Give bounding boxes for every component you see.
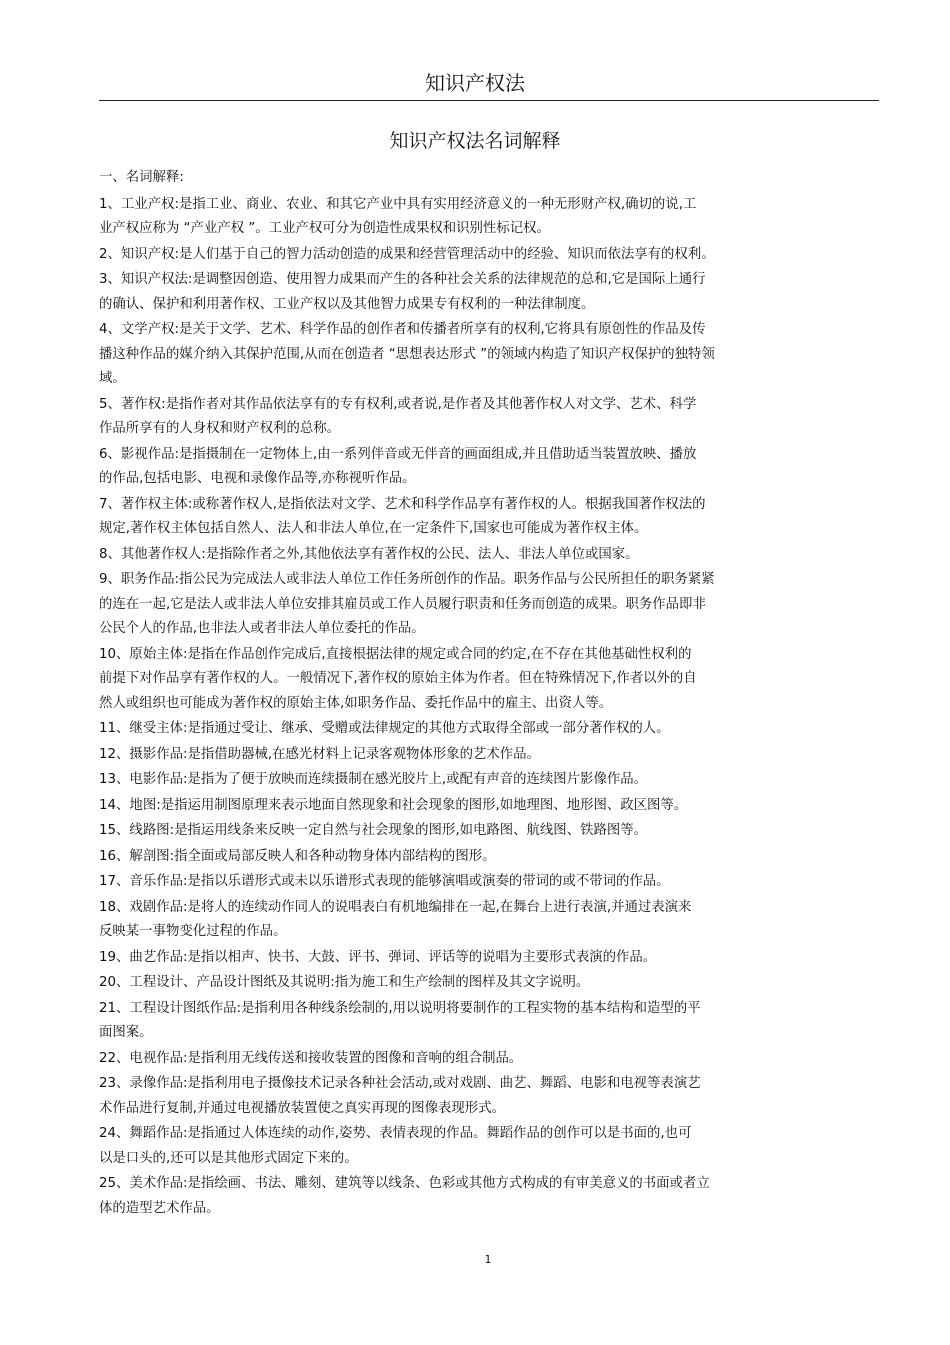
definition-line: 播这种作品的媒介纳入其保护范围,从而在创造者 “思想表达形式 ”的领域内构造了知识产权保护的独特领 (99, 346, 715, 362)
definition-line: 13、电影作品:是指为了便于放映而连续摄制在感光胶片上,或配有声音的连续图片影像作品。 (99, 772, 648, 787)
definition-line: 的连在一起,它是法人或非法人单位安排其雇员或工作人员履行职责和任务而创造的成果。职务作品即非 (99, 596, 706, 612)
definition-entry (99, 845, 851, 870)
definition-entry (99, 393, 851, 442)
definition-entry (99, 717, 851, 742)
definition-entry (99, 819, 851, 844)
definition-line: 作品所享有的人身权和财产权利的总称。 (99, 421, 341, 436)
definition-line: 21、工程设计图纸作品:是指利用各种线条绘制的,用以说明将要制作的工程实物的基本结构和造型的平 (99, 1000, 701, 1016)
definition-entry (99, 768, 851, 793)
definition-line: 的确认、保护和利用著作权、工业产权以及其他智力成果专有权利的一种法律制度。 (99, 296, 595, 312)
page-number: 1 (484, 1253, 492, 1266)
definition-line: 2、知识产权:是人们基于自己的智力活动创造的成果和经营管理活动中的经验、知识而依法享有的权利。 (99, 246, 715, 262)
definition-line: 23、录像作品:是指利用电子摄像技术记录各种社会活动,或对戏剧、曲艺、舞蹈、电影和电视等表演艺 (99, 1076, 701, 1091)
definition-entry (99, 443, 851, 492)
definition-entry (99, 946, 851, 971)
definition-line: 5、著作权:是指作者对其作品依法享有的专有权利,或者说,是作者及其他著作权人对文学、艺术、科学 (99, 396, 697, 412)
definition-line: 14、地图:是指运用制图原理来表示地面自然现象和社会现象的图形,如地理图、地形图、政区图等。 (99, 797, 688, 813)
definition-line: 7、著作权主体:或称著作权人,是指依法对文学、艺术和科学作品享有著作权的人。根据我国著作权法的 (99, 496, 706, 512)
definition-line: 6、影视作品:是指摄制在一定物体上,由一系列伴音或无伴音的画面组成,并且借助适当装置放映、播放 (99, 446, 697, 462)
definition-entry (99, 870, 851, 895)
definition-line: 8、其他著作权人:是指除作者之外,其他依法享有著作权的公民、法人、非法人单位或国家。 (99, 546, 639, 562)
definition-entry (99, 1047, 851, 1072)
definition-line: 10、原始主体:是指在作品创作完成后,直接根据法律的规定或合同的约定,在不存在其他基础性权利的 (99, 646, 692, 662)
definition-line: 然人或组织也可能成为著作权的原始主体,如职务作品、委托作品中的雇主、出资人等。 (99, 695, 613, 711)
definition-entry (99, 268, 851, 317)
definition-line: 3、知识产权法:是调整因创造、使用智力成果而产生的各种社会关系的法律规范的总和,它是国际上通行 (99, 272, 706, 287)
definition-line: 以是口头的,还可以是其他形式固定下来的。 (99, 1150, 358, 1166)
definition-line: 11、继受主体:是指通过受让、继承、受赠或法律规定的其他方式取得全部或一部分著作权的人。 (99, 721, 670, 736)
definition-line: 域。 (99, 371, 126, 386)
header-divider (99, 100, 879, 101)
definition-entry (99, 896, 851, 945)
definition-entry (99, 318, 851, 392)
definition-entry (99, 1172, 851, 1221)
definition-line: 18、戏剧作品:是将人的连续动作同人的说唱表白有机地编排在一起,在舞台上进行表演,并通过表演来 (99, 899, 692, 915)
definition-entry (99, 794, 851, 819)
definition-entry (99, 193, 851, 242)
definition-entry (99, 971, 851, 996)
definition-line: 15、线路图:是指运用线条来反映一定自然与社会现象的图形,如电路图、航线图、铁路图等。 (99, 823, 648, 838)
definition-entry (99, 568, 851, 642)
definition-line: 规定,著作权主体包括自然人、法人和非法人单位,在一定条件下,国家也可能成为著作权主体。 (99, 521, 648, 536)
definition-entry (99, 643, 851, 717)
document-body (99, 166, 851, 1222)
definition-entry (99, 543, 851, 568)
definition-line: 16、解剖图:指全面或局部反映人和各种动物身体内部结构的图形。 (99, 848, 496, 864)
definition-line: 的作品,包括电影、电视和录像作品等,亦称视听作品。 (99, 471, 416, 486)
definition-entry (99, 743, 851, 768)
definition-line: 面图案。 (99, 1025, 153, 1040)
definition-line: 前提下对作品享有著作权的人。一般情况下,著作权的原始主体为作者。但在特殊情况下,作者以外的自 (99, 671, 697, 686)
definition-line: 4、文学产权:是关于文学、艺术、科学作品的创作者和传播者所享有的权利,它将具有原创性的作品及传 (99, 322, 706, 337)
definition-line: 体的造型艺术作品。 (99, 1200, 220, 1216)
definition-list (99, 193, 851, 1222)
definition-entry (99, 243, 851, 268)
definition-line: 24、舞蹈作品:是指通过人体连续的动作,姿势、表情表现的作品。舞蹈作品的创作可以是书面的,也可 (99, 1126, 692, 1141)
definition-line: 业产权应称为 “产业产权 ”。工业产权可分为创造性成果权和识别性标记权。 (99, 221, 550, 236)
definition-line: 20、工程设计、产品设计图纸及其说明:指为施工和生产绘制的图样及其文字说明。 (99, 975, 590, 990)
definition-line: 12、摄影作品:是指借助器械,在感光材料上记录客观物体形象的艺术作品。 (99, 746, 540, 762)
definition-line: 22、电视作品:是指利用无线传送和接收装置的图像和音响的组合制品。 (99, 1050, 523, 1066)
definition-entry (99, 997, 851, 1046)
definition-entry (99, 1072, 851, 1121)
definition-line: 公民个人的作品,也非法人或者非法人单位委托的作品。 (99, 621, 425, 636)
definition-line: 反映某一事物变化过程的作品。 (99, 924, 287, 939)
definition-line: 19、曲艺作品:是指以相声、快书、大鼓、评书、弹词、评话等的说唱为主要形式表演的作品。 (99, 949, 657, 965)
definition-line: 9、职务作品:指公民为完成法人或非法人单位工作任务所创作的作品。职务作品与公民所担任的职务紧紧 (99, 572, 715, 587)
section-heading: 一、名词解释: (99, 170, 184, 185)
running-header-title: 知识产权法 (425, 71, 525, 95)
definition-line: 17、音乐作品:是指以乐谱形式或未以乐谱形式表现的能够演唱或演奏的带词的或不带词的作品。 (99, 874, 670, 889)
definition-entry (99, 493, 851, 542)
definition-line: 术作品进行复制,并通过电视播放装置使之真实再现的图像表现形式。 (99, 1100, 505, 1116)
definition-line: 1、工业产权:是指工业、商业、农业、和其它产业中具有实用经济意义的一种无形财产权,确切的说,工 (99, 196, 697, 212)
definition-entry (99, 1122, 851, 1171)
definition-line: 25、美术作品:是指绘画、书法、雕刻、建筑等以线条、色彩或其他方式构成的有审美意义的书面或者立 (99, 1176, 710, 1191)
document-title: 知识产权法名词解释 (389, 130, 561, 152)
